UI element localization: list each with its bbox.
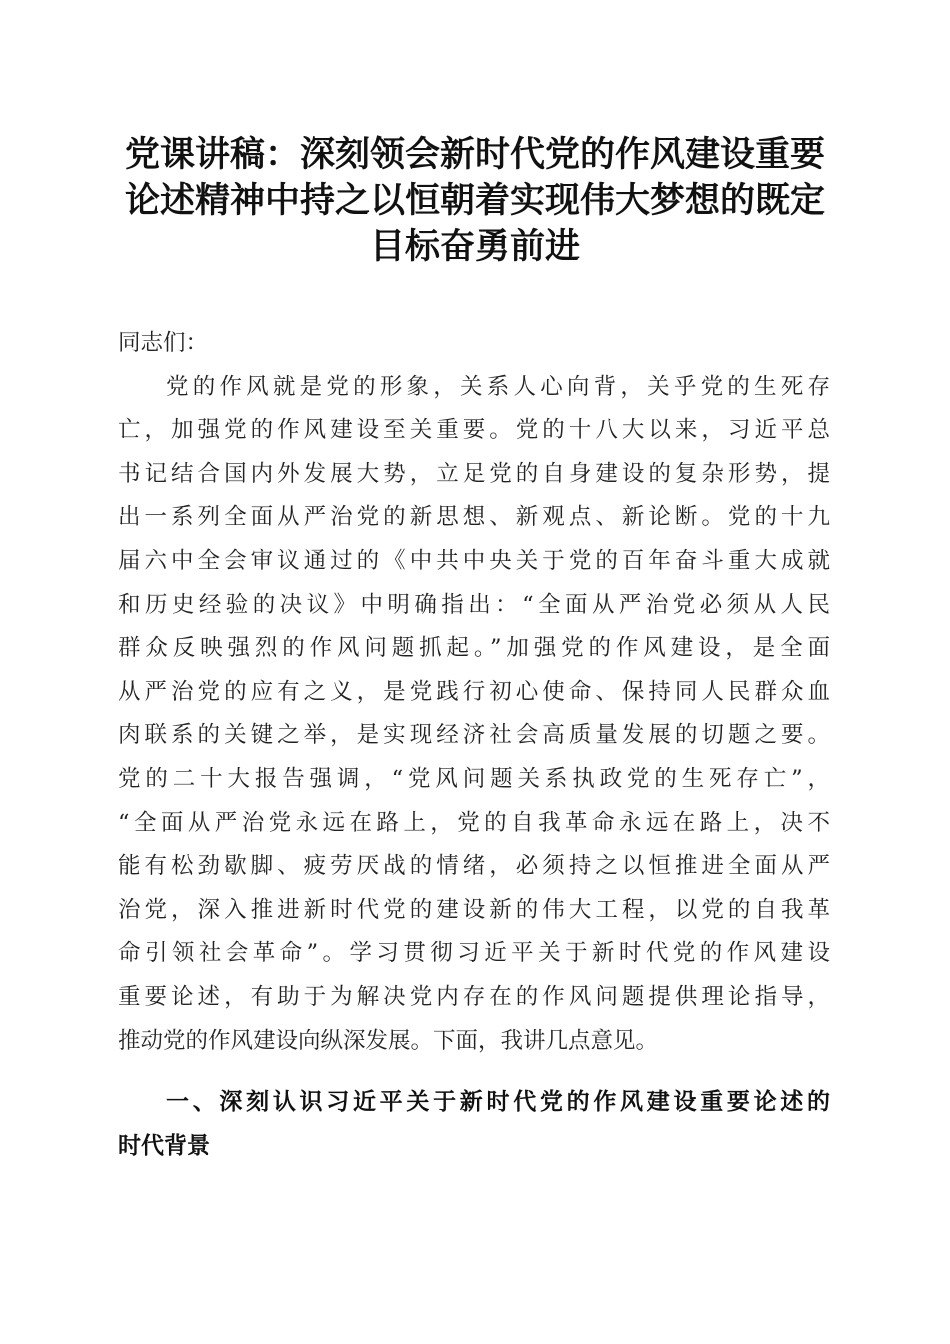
paragraph-line: “全面从严治党永远在路上，党的自我革命永远在路上，决不 <box>118 809 830 836</box>
paragraph-line: 党的二十大报告强调，“党风问题关系执政党的生死存亡”， <box>118 765 830 792</box>
paragraph-line: 亡，加强党的作风建设至关重要。党的十八大以来，习近平总 <box>118 417 830 444</box>
paragraph-line: 出一系列全面从严治党的新思想、新观点、新论断。党的十九 <box>118 504 830 531</box>
paragraph-line: 命引领社会革命”。学习贯彻习近平关于新时代党的作风建设 <box>118 940 830 967</box>
paragraph-line: 书记结合国内外发展大势，立足党的自身建设的复杂形势，提 <box>118 460 830 487</box>
body-text <box>118 322 830 1063</box>
paragraph-line: 肉联系的关键之举，是实现经济社会高质量发展的切题之要。 <box>118 722 830 749</box>
paragraph-line: 推动党的作风建设向纵深发展。下面，我讲几点意见。 <box>118 1027 659 1054</box>
title-line-3: 目标奋勇前进 <box>369 226 580 267</box>
paragraph <box>118 366 830 1064</box>
page-title <box>110 132 840 270</box>
paragraph-line: 党的作风就是党的形象，关系人心向背，关乎党的生死存 <box>166 373 830 400</box>
paragraph-line: 重要论述，有助于为解决党内存在的作风问题提供理论指导， <box>118 983 830 1010</box>
title-line-2: 论述精神中持之以恒朝着实现伟大梦想的既定 <box>124 180 825 221</box>
section-heading-line: 一、深刻认识习近平关于新时代党的作风建设重要论述的 <box>166 1089 830 1115</box>
paragraph-line: 和历史经验的决议》中明确指出：“全面从严治党必须从人民 <box>118 591 830 618</box>
paragraph-line: 群众反映强烈的作风问题抓起。”加强党的作风建设，是全面 <box>118 635 830 662</box>
section-heading <box>118 1080 830 1168</box>
paragraph-line: 届六中全会审议通过的《中共中央关于党的百年奋斗重大成就 <box>118 547 830 574</box>
paragraph-line: 能有松劲歇脚、疲劳厌战的情绪，必须持之以恒推进全面从严 <box>118 853 830 880</box>
salutation: 同志们： <box>118 330 209 356</box>
paragraph-line: 治党，深入推进新时代党的建设新的伟大工程，以党的自我革 <box>118 896 830 923</box>
section-heading-line: 时代背景 <box>118 1133 210 1159</box>
paragraph-line: 从严治党的应有之义，是党践行初心使命、保持同人民群众血 <box>118 678 830 705</box>
title-line-1: 党课讲稿：深刻领会新时代党的作风建设重要 <box>124 134 825 175</box>
